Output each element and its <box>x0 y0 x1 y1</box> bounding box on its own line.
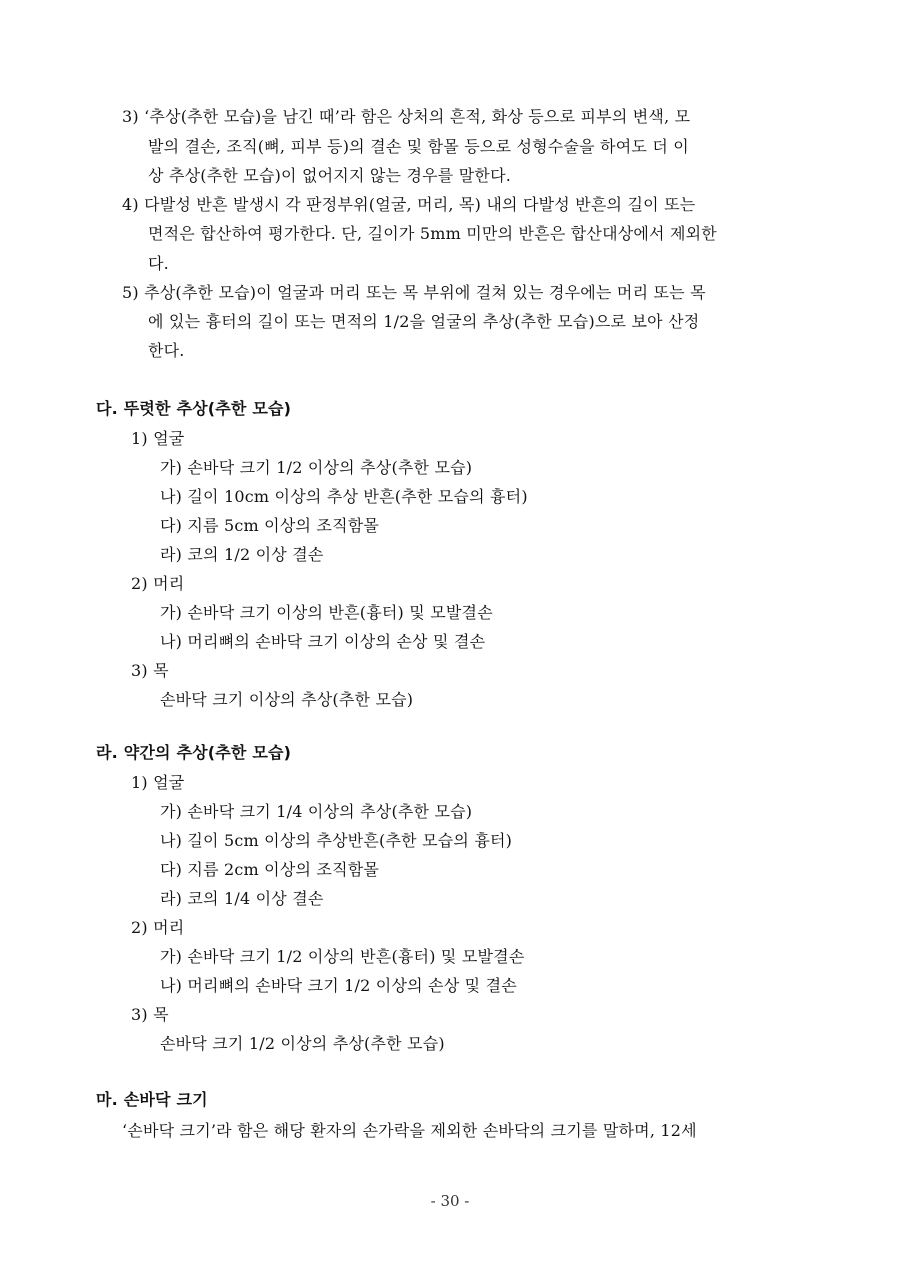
section-ra-face-label: 1) 얼굴 <box>131 773 185 792</box>
section-da-face-item-3: 다) 지름 5cm 이상의 조직함몰 <box>160 516 380 535</box>
section-ra-head-label: 2) 머리 <box>131 918 185 937</box>
section-ra-neck-label: 3) 목 <box>131 1005 169 1024</box>
section-da-neck-text: 손바닥 크기 이상의 추상(추한 모습) <box>160 690 414 709</box>
item-3-line-2: 발의 결손, 조직(뼈, 피부 등)의 결손 및 함몰 등으로 성형수술을 하여도 더 이 <box>148 137 689 156</box>
section-da-face-item-2: 나) 길이 10cm 이상의 추상 반흔(추한 모습의 흉터) <box>160 487 528 506</box>
section-da-neck-label: 3) 목 <box>131 661 169 680</box>
page-number: - 30 - <box>430 1192 470 1210</box>
section-da-head-item-1: 가) 손바닥 크기 이상의 반흔(흉터) 및 모발결손 <box>160 603 493 622</box>
item-5-line-1: 5) 추상(추한 모습)이 얼굴과 머리 또는 목 부위에 걸쳐 있는 경우에는 머리 또는 목 <box>122 283 706 302</box>
section-ra-heading: 라. 약간의 추상(추한 모습) <box>96 743 292 762</box>
section-da-face-item-1: 가) 손바닥 크기 1/2 이상의 추상(추한 모습) <box>160 458 473 477</box>
section-ra-head-item-2: 나) 머리뼈의 손바닥 크기 1/2 이상의 손상 및 결손 <box>160 976 517 995</box>
section-da-face-item-4: 라) 코의 1/2 이상 결손 <box>160 545 324 564</box>
section-da-heading: 다. 뚜렷한 추상(추한 모습) <box>96 399 292 418</box>
section-ma-heading: 마. 손바닥 크기 <box>96 1090 208 1109</box>
item-5-line-2: 에 있는 흉터의 길이 또는 면적의 1/2을 얼굴의 추상(추한 모습)으로 보아 산정 <box>148 312 700 331</box>
section-ma-text: ‘손바닥 크기’라 함은 해당 환자의 손가락을 제외한 손바닥의 크기를 말하며, 12세 <box>122 1121 697 1140</box>
section-ra-head-item-1: 가) 손바닥 크기 1/2 이상의 반흔(흉터) 및 모발결손 <box>160 947 525 966</box>
section-da-head-label: 2) 머리 <box>131 574 185 593</box>
section-ra-face-item-2: 나) 길이 5cm 이상의 추상반흔(추한 모습의 흉터) <box>160 831 513 850</box>
section-ra-neck-text: 손바닥 크기 1/2 이상의 추상(추한 모습) <box>160 1034 445 1053</box>
section-da-face-label: 1) 얼굴 <box>131 429 185 448</box>
item-4-line-1: 4) 다발성 반흔 발생시 각 판정부위(얼굴, 머리, 목) 내의 다발성 반흔의 길이 또는 <box>122 195 696 214</box>
section-ra-face-item-1: 가) 손바닥 크기 1/4 이상의 추상(추한 모습) <box>160 802 473 821</box>
section-ra-face-item-4: 라) 코의 1/4 이상 결손 <box>160 889 324 908</box>
section-da-head-item-2: 나) 머리뼈의 손바닥 크기 이상의 손상 및 결손 <box>160 632 486 651</box>
item-3-line-3: 상 추상(추한 모습)이 없어지지 않는 경우를 말한다. <box>148 166 512 185</box>
item-4-line-2: 면적은 합산하여 평가한다. 단, 길이가 5mm 미만의 반흔은 합산대상에서 제외한 <box>148 224 717 243</box>
item-3-line-1: 3) ‘추상(추한 모습)을 남긴 때’라 함은 상처의 흔적, 화상 등으로 피부의 변색, 모 <box>122 107 691 126</box>
section-ra-face-item-3: 다) 지름 2cm 이상의 조직함몰 <box>160 860 380 879</box>
item-5-line-3: 한다. <box>148 341 185 360</box>
item-4-line-3: 다. <box>148 254 169 273</box>
